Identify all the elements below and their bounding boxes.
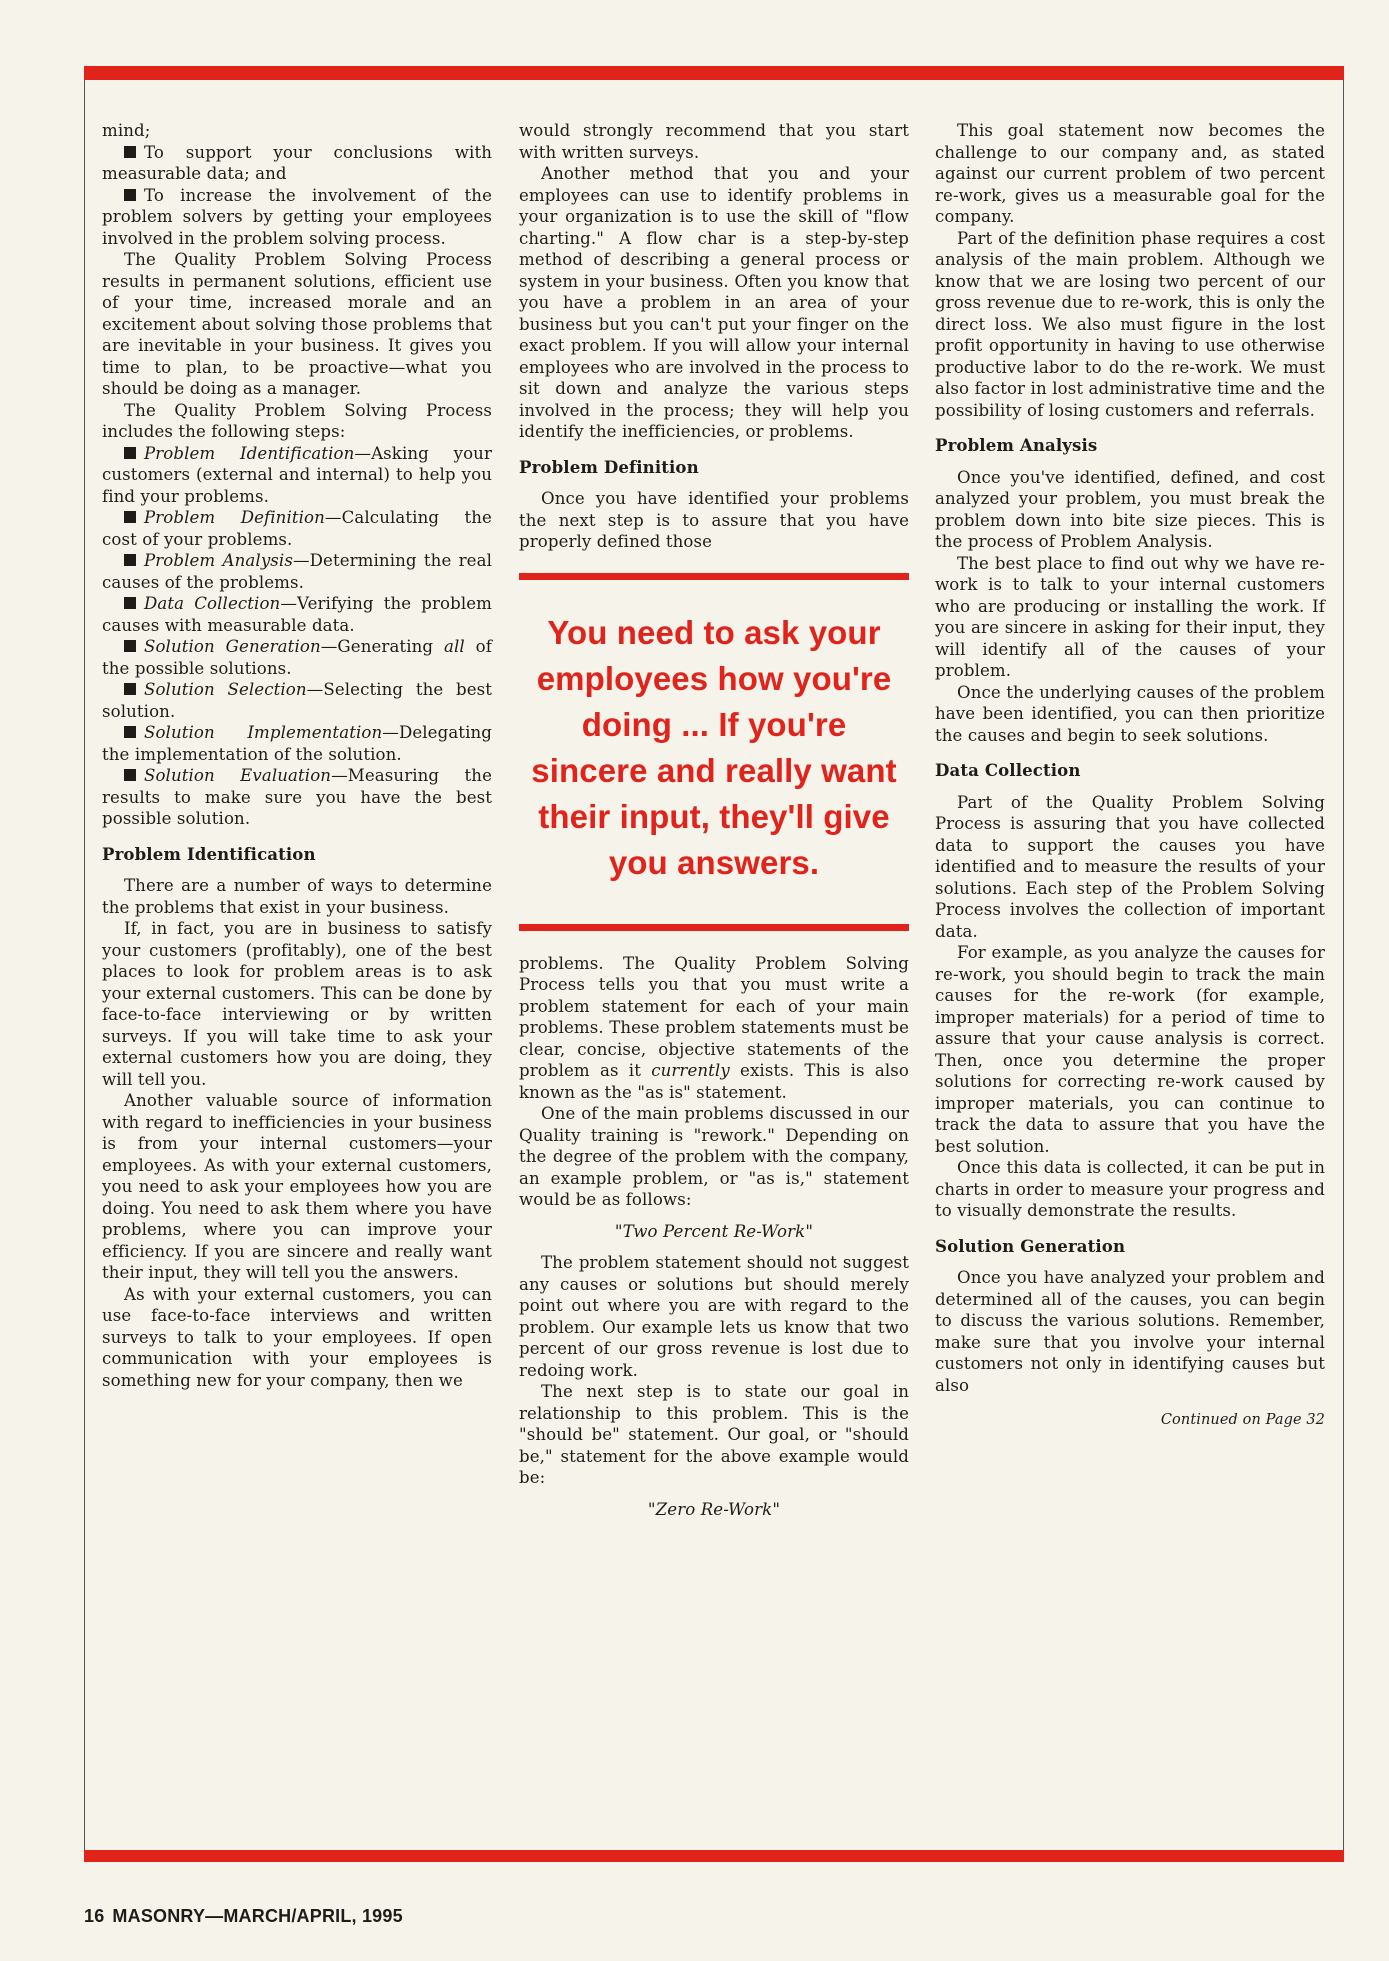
step-item: Problem Analysis—Determining the real causes of the problems. [102, 551, 493, 592]
paragraph: Another method that you and your employees can use to identify problems in your organization is to use the skill of "flow charting." A flow char is a step-by-step method of describing a general process or system in your business. Often you know that you have a problem in an area of your business but you can't put your finger on the exact problem. If you will allow your internal employees who are involved in the process to sit down and analyze the various steps involved in the process; they will help you identify the inefficiencies, or problems. [519, 164, 909, 441]
paragraph: For example, as you analyze the causes for re-work, you should begin to track the main causes for the re-work (for example, improper materials) for a period of time to assure that your cause analysis is correct. Then, once you determine the proper solutions for correcting re-work caused by improper materials, you can continue to track the data to assure that you have the best solution. [935, 943, 1325, 1156]
step-item: Problem Definition—Calculating the cost of your problems. [102, 508, 492, 549]
section-heading: Problem Analysis [935, 435, 1098, 455]
paragraph: The Quality Problem Solving Process results in permanent solutions, efficient use of your time, increased morale and an excitement about solving those problems that are inevitable in your business. It gives you time to plan, to be proactive—what you should be doing as a manager. [102, 250, 492, 398]
column-2 [519, 120, 909, 1530]
page-number: 16 [84, 1906, 105, 1926]
paragraph: problems. The Quality Problem Solving Process tells you that you must write a problem statement for each of your main problems. These problem statements must be clear, concise, objective statements of the problem as it currently exists. This is also known as the "as is" statement. [519, 953, 909, 1102]
section-heading: Data Collection [935, 760, 1081, 780]
paragraph: As with your external customers, you can use face-to-face interviews and written surveys to talk to your employees. If open communication with your employees is something new for your company, then we [102, 1284, 492, 1390]
bullet-item: To increase the involvement of the problem solvers by getting your employees involved in the problem solving process. [102, 185, 492, 248]
paragraph: Part of the Quality Problem Solving Process is assuring that you have collected data to support the causes you have identified and to measure the results of your solutions. Each step of the Problem Solving Process involves the collection of important data. [935, 792, 1325, 941]
continued-note: Continued on Page 32 [1160, 1412, 1325, 1428]
column-1 [102, 120, 492, 1391]
bottom-red-rule [84, 1850, 1344, 1862]
paragraph: One of the main problems discussed in our Quality training is "rework." Depending on the degree of the problem with the company, an example problem, or "as is," statement would be as follows: [519, 1104, 909, 1209]
page-footer [84, 1906, 403, 1927]
step-item: Problem Identification—Asking your customers (external and internal) to help you find your problems. [102, 443, 492, 506]
step-item: Solution Generation—Generating all of the possible solutions. [102, 637, 492, 678]
example-statement: "Zero Re-Work" [647, 1499, 781, 1519]
section-heading: Problem Definition [519, 456, 699, 477]
paragraph: The best place to find out why we have re-work is to talk to your internal customers who are producing or installing the work. If you are sincere in asking for their input, they will identify all of the causes of your problem. [935, 553, 1325, 680]
frame-left-line [84, 80, 85, 1850]
paragraph: Once you have identified your problems the next step is to assure that you have properly defined those [519, 489, 909, 551]
step-item: Solution Evaluation—Measuring the results to make sure you have the best possible solution. [102, 766, 492, 828]
paragraph: If, in fact, you are in business to satisfy your customers (profitably), one of the best places to look for problem areas is to ask your external customers. This can be done by face-to-face interviewing or by written surveys. If you will take time to ask your external customers how you are doing, they will tell you. [102, 919, 492, 1089]
paragraph: The next step is to state our goal in relationship to this problem. This is the "should be" statement. Our goal, or "should be," statement for the above example would be: [519, 1382, 909, 1487]
bullet-item: To support your conclusions with measurable data; and [102, 142, 492, 183]
paragraph: Once you've identified, defined, and cost analyzed your problem, you must break the problem down into bite size pieces. This is the process of Problem Analysis. [935, 467, 1325, 551]
paragraph: would strongly recommend that you start with written surveys. [519, 121, 909, 162]
frame-right-line [1343, 80, 1344, 1850]
paragraph: Once the underlying causes of the problem have been identified, you can then prioritize the causes and begin to seek solutions. [935, 682, 1325, 745]
top-red-rule [84, 66, 1344, 80]
example-statement: "Two Percent Re-Work" [614, 1221, 814, 1241]
paragraph: There are a number of ways to determine the problems that exist in your business. [102, 876, 492, 917]
paragraph: Once this data is collected, it can be put in charts in order to measure your progress and to visually demonstrate the results. [935, 1158, 1325, 1220]
section-heading: Solution Generation [935, 1235, 1126, 1256]
paragraph: Part of the definition phase requires a cost analysis of the main problem. Although we know that we are losing two percent of our gross revenue due to re-work, this is only the direct loss. We also must figure in the lost profit opportunity in having to use otherwise productive labor to do the re-work. We must also factor in lost administrative time and the possibility of losing customers and referrals. [935, 228, 1325, 420]
publication-title: MASONRY—MARCH/APRIL, 1995 [112, 1906, 403, 1926]
paragraph: This goal statement now becomes the challenge to our company and, as stated against our current problem of two percent re-work, gives us a measurable goal for the company. [935, 121, 1325, 226]
step-item: Data Collection—Verifying the problem causes with measurable data. [102, 594, 493, 635]
section-heading: Problem Identification [102, 843, 316, 864]
paragraph: The problem statement should not suggest any causes or solutions but should merely point out where you are with regard to the problem. Our example lets us know that two percent of our gross revenue is lost due to redoing work. [519, 1253, 909, 1380]
step-item: Solution Implementation—Delegating the implementation of the solution. [102, 723, 492, 764]
paragraph: Another valuable source of information with regard to inefficiencies in your business is from your internal customers—your employees. As with your external customers, you need to ask your employees how you are doing. You need to ask them where you have problems, where you can improve your efficiency. If you are sincere and really want their input, they will tell you the answers. [102, 1091, 492, 1282]
step-item: Solution Selection—Selecting the best solution. [102, 680, 492, 721]
paragraph: mind; [102, 121, 151, 140]
paragraph: The Quality Problem Solving Process includes the following steps: [102, 400, 492, 441]
column-3 [935, 120, 1325, 1432]
pull-quote: You need to ask your employees how you're doing ... If you're sincere and really want their input, they'll give you answers. [519, 573, 909, 931]
paragraph: Once you have analyzed your problem and determined all of the causes, you can begin to discuss the various solutions. Remember, make sure that you involve your internal customers not only in identifying causes but also [935, 1268, 1325, 1395]
